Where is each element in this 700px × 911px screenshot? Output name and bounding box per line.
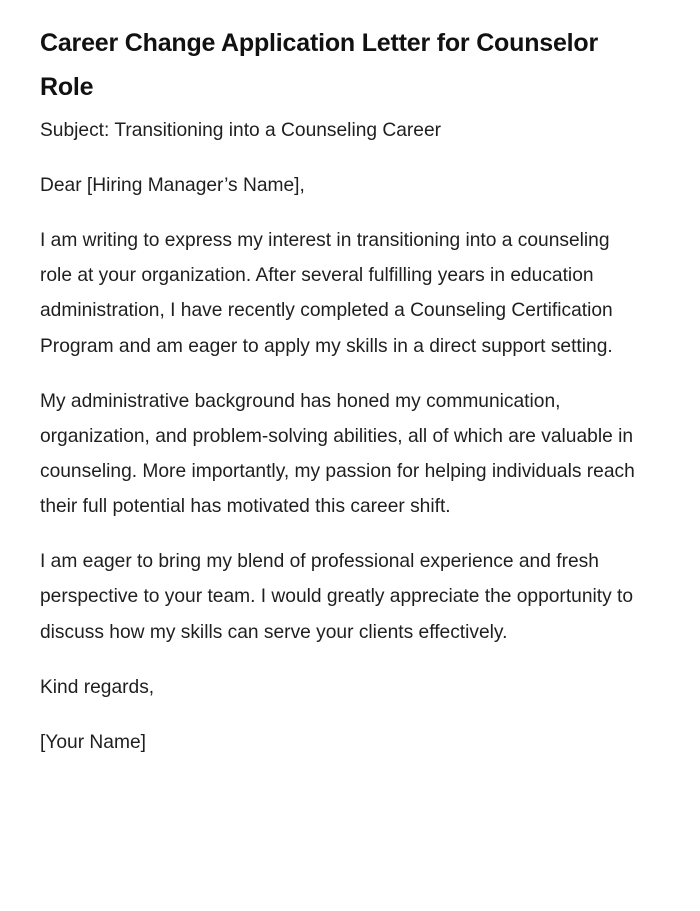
letter-closing: Kind regards, (40, 676, 155, 698)
letter-signature: [Your Name] (40, 731, 146, 753)
letter-paragraph-2: My administrative background has honed my communication, organization, and problem-solving abilities, all of which are valuable in counseling. More importantly, my passion for helping individuals reach their full potential has motivated this career shift. (40, 390, 635, 518)
letter-title: Career Change Application Letter for Counselor Role (40, 29, 599, 101)
letter-salutation: Dear [Hiring Manager’s Name], (40, 175, 305, 196)
letter-paragraph-3: I am eager to bring my blend of professional experience and fresh perspective to your team. I would greatly appreciate the opportunity to discuss how my skills can serve your clients effectively. (40, 551, 634, 643)
letter-subject: Subject: Transitioning into a Counseling Career (40, 120, 442, 141)
letter-paragraph-1: I am writing to express my interest in transitioning into a counseling role at your organization. After several fulfilling years in education administration, I have recently completed a Counseling Certification Program and am eager to apply my skills in a direct support setting. (40, 230, 613, 357)
